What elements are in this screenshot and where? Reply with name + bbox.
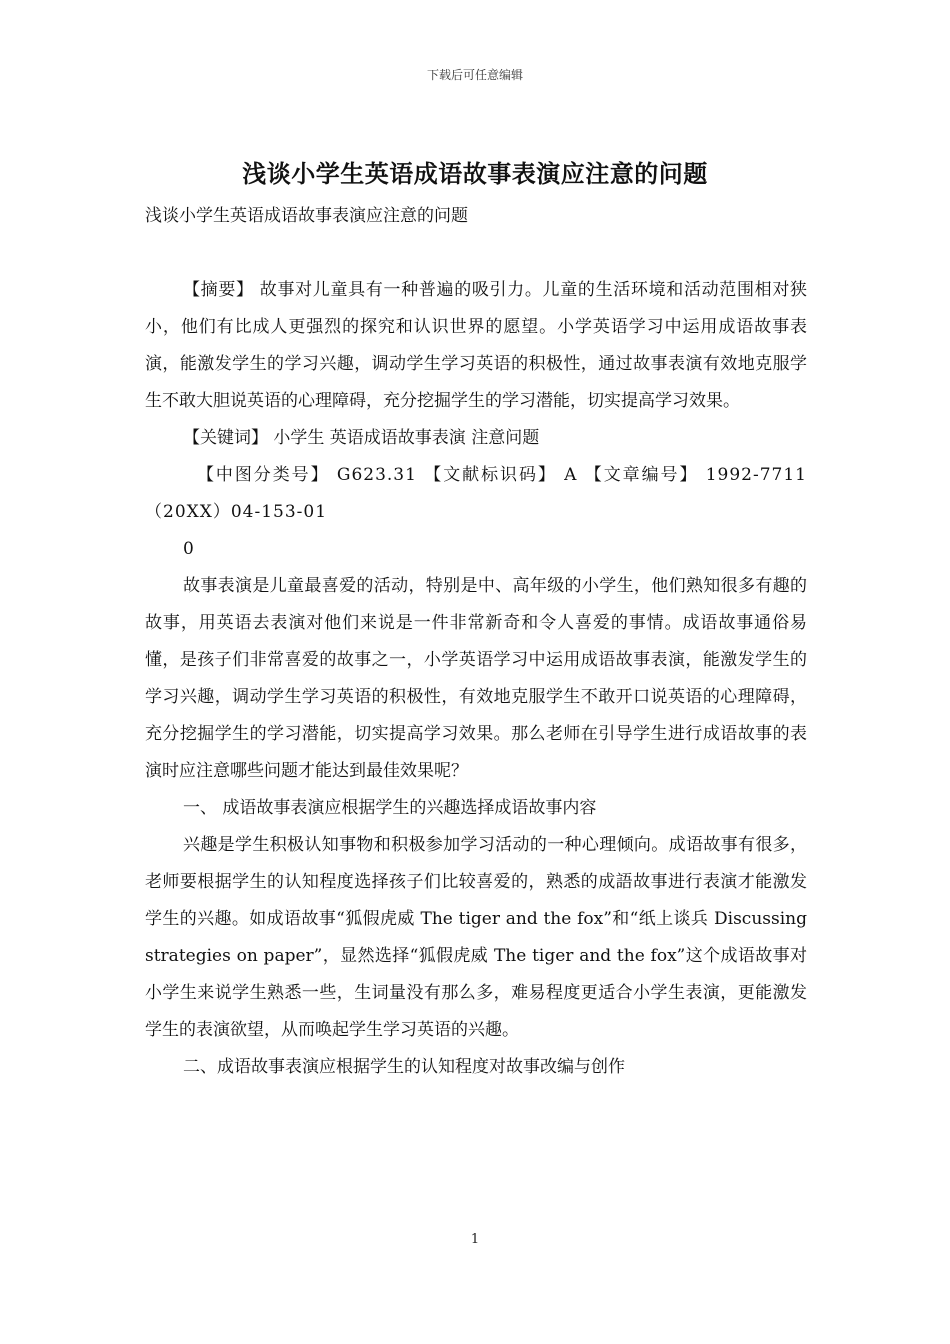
zero-line: 0 [183, 539, 194, 559]
document-title: 浅谈小学生英语成语故事表演应注意的问题 [242, 160, 708, 188]
keywords-line: 【关键词】 小学生 英语成语故事表演 注意问题 [183, 428, 540, 448]
page-header-note: 下载后可任意编辑 [426, 68, 523, 82]
section-1-paragraph: 兴趣是学生积极认知事物和积极参加学习活动的一种心理倾向。成语故事有很多，老师要根据学生的认知程度选择孩子们比较喜爱的，熟悉的成語故事进行表演才能激发学生的兴趣。如成语故事“狐假虎威 The tiger and the fox”和“纸上谈兵 Discussing strategies on paper”，显然选择“狐假虎威 The tiger and the fox”这个成语故事对小学生来说学生熟悉一些，生词量没有那么多，难易程度更适合小学生表演，更能激发学生的表演欲望，从而唤起学生学习英语的兴趣。 [145, 835, 807, 1040]
page-number: 1 [470, 1232, 480, 1247]
section-1-heading: 一、 成语故事表演应根据学生的兴趣选择成语故事内容 [183, 798, 597, 818]
section-2-heading: 二、成语故事表演应根据学生的认知程度对故事改编与创作 [183, 1057, 625, 1077]
intro-paragraph: 故事表演是儿童最喜爱的活动，特别是中、高年级的小学生，他们熟知很多有趣的故事，用英语去表演对他们来说是一件非常新奇和令人喜爱的事情。成语故事通俗易懂，是孩子们非常喜爱的故事之一，小学英语学习中运用成语故事表演，能激发学生的学习兴趣，调动学生学习英语的积极性，有效地克服学生不敢开口说英语的心理障碍，充分挖掘学生的学习潜能，切实提高学习效果。那么老师在引导学生进行成语故事的表演时应注意哪些问题才能达到最佳效果呢？ [145, 576, 807, 781]
abstract-paragraph: 【摘要】 故事对儿童具有一种普遍的吸引力。儿童的生活环境和活动范围相对狭小，他们有比成人更强烈的探究和认识世界的愿望。小学英语学习中运用成语故事表演，能激发学生的学习兴趣，调动学生学习英语的积极性，通过故事表演有效地克服学生不敢大胆说英语的心理障碍，充分挖掘学生的学习潜能，切实提高学习效果。 [145, 280, 807, 411]
classification-line: 【中图分类号】 G623.31 【文献标识码】 A 【文章编号】 1992-7711（20XX）04-153-01 [145, 465, 807, 522]
document-body [145, 198, 807, 1086]
document-subtitle: 浅谈小学生英语成语故事表演应注意的问题 [145, 206, 468, 226]
